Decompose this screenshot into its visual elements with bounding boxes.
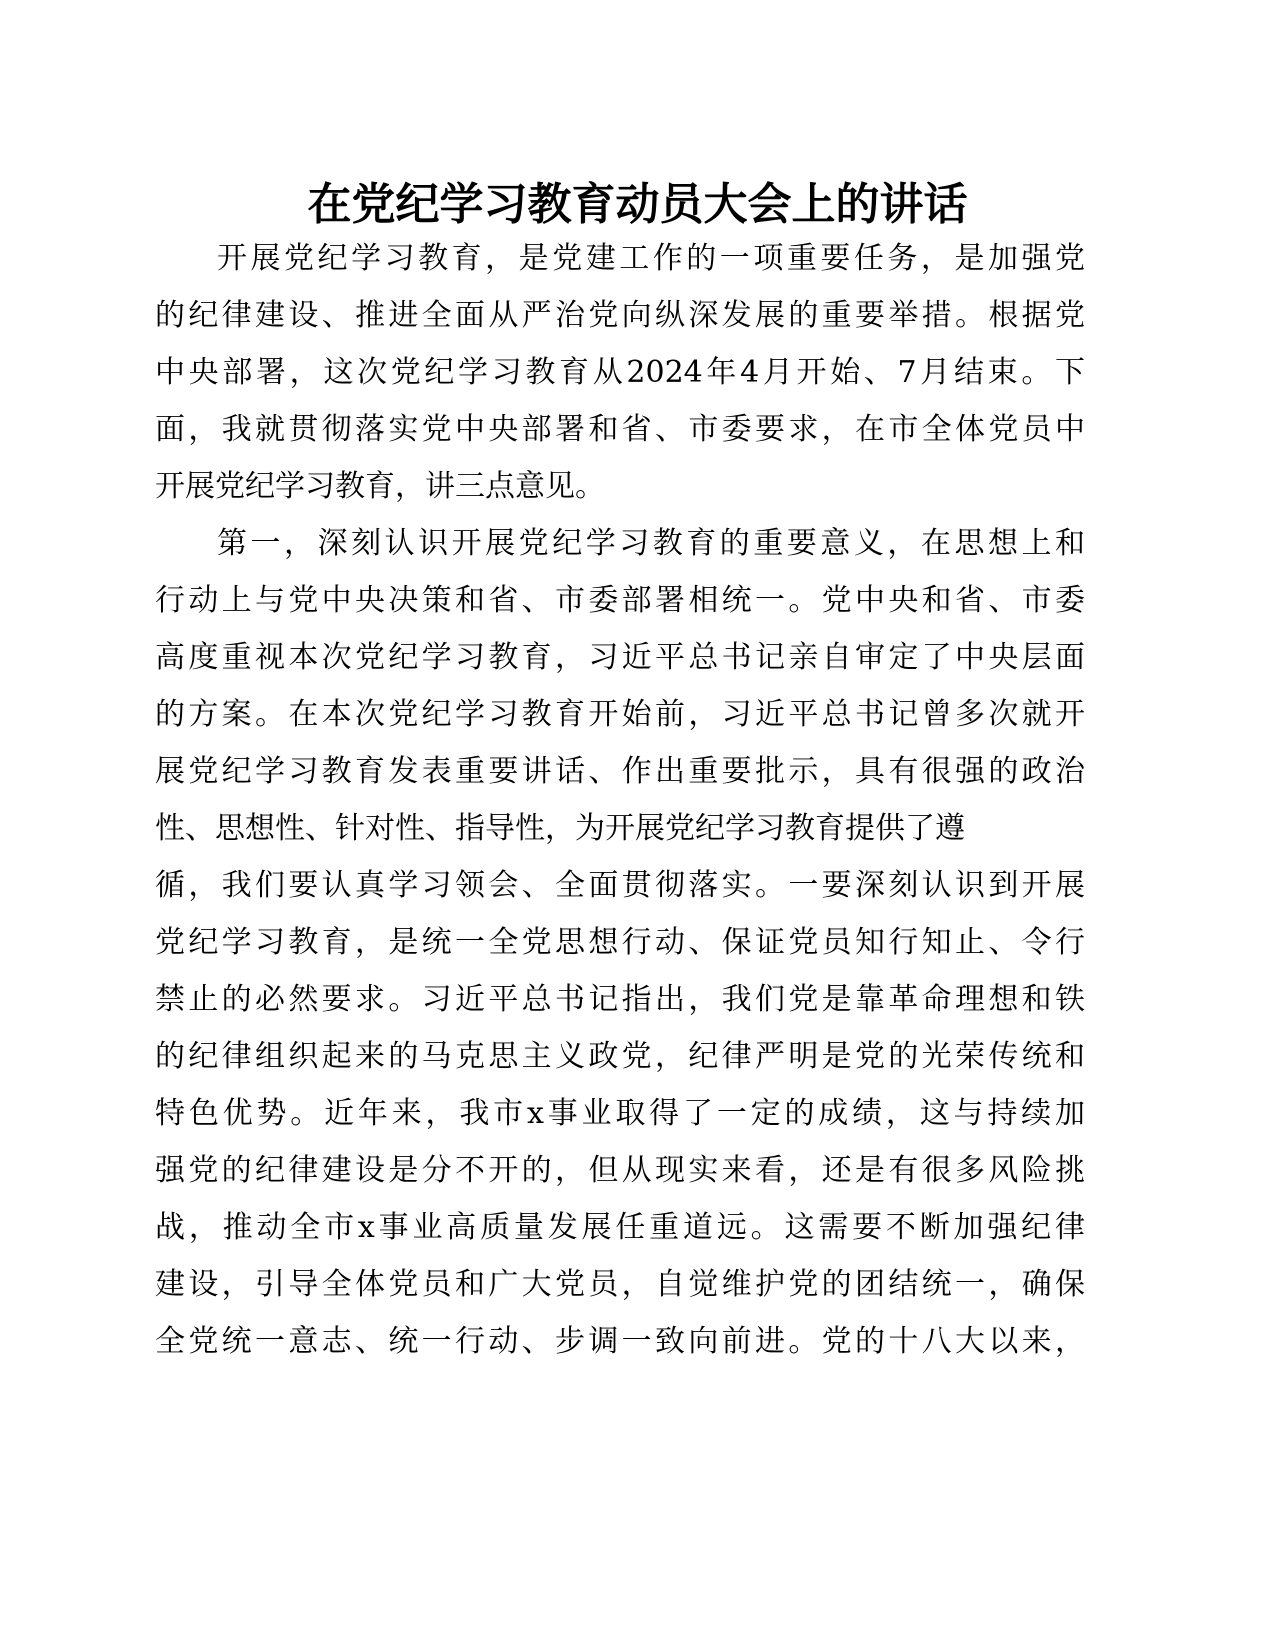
document-body xyxy=(155,230,1085,1370)
paragraph-2-line-11: 特色优势。近年来，我市x事业取得了一定的成绩，这与持续加 xyxy=(155,1096,1085,1131)
paragraph-2-line-12: 强党的纪律建设是分不开的，但从现实来看，还是有很多风险挑 xyxy=(155,1153,1085,1188)
paragraph-2-line-8: 党纪学习教育，是统一全党思想行动、保证党员知行知止、令行 xyxy=(155,925,1085,960)
document-title: 在党纪学习教育动员大会上的讲话 xyxy=(307,179,968,230)
paragraph-1-line-2: 的纪律建设、推进全面从严治党向纵深发展的重要举措。根据党 xyxy=(155,298,1085,333)
paragraph-2-line-7: 循，我们要认真学习领会、全面贯彻落实。一要深刻认识到开展 xyxy=(155,868,1085,903)
paragraph-2-line-10: 的纪律组织起来的马克思主义政党，纪律严明是党的光荣传统和 xyxy=(155,1039,1085,1074)
paragraph-2-line-3: 高度重视本次党纪学习教育，习近平总书记亲自审定了中央层面 xyxy=(155,640,1085,675)
paragraph-2-line-15: 全党统一意志、统一行动、步调一致向前进。党的十八大以来， xyxy=(155,1324,1085,1359)
paragraph-2-line-13: 战，推动全市x事业高质量发展任重道远。这需要不断加强纪律 xyxy=(155,1210,1085,1245)
paragraph-2-line-9: 禁止的必然要求。习近平总书记指出，我们党是靠革命理想和铁 xyxy=(155,982,1085,1017)
paragraph-1-line-4: 面，我就贯彻落实党中央部署和省、市委要求，在市全体党员中 xyxy=(155,412,1085,447)
paragraph-2-line-2: 行动上与党中央决策和省、市委部署相统一。党中央和省、市委 xyxy=(155,583,1085,618)
paragraph-1-line-5: 开展党纪学习教育，讲三点意见。 xyxy=(155,469,605,504)
paragraph-2-line-1: 第一，深刻认识开展党纪学习教育的重要意义，在思想上和 xyxy=(217,526,1085,561)
paragraph-2-line-14: 建设，引导全体党员和广大党员，自觉维护党的团结统一，确保 xyxy=(155,1267,1085,1302)
paragraph-2-line-5: 展党纪学习教育发表重要讲话、作出重要批示，具有很强的政治 xyxy=(155,754,1085,789)
paragraph-1-line-3: 中央部署，这次党纪学习教育从2024年4月开始、7月结束。下 xyxy=(155,355,1085,390)
paragraph-2-line-4: 的方案。在本次党纪学习教育开始前，习近平总书记曾多次就开 xyxy=(155,697,1085,732)
paragraph-1-line-1: 开展党纪学习教育，是党建工作的一项重要任务，是加强党 xyxy=(217,241,1085,276)
paragraph-2-line-6: 性、思想性、针对性、指导性，为开展党纪学习教育提供了遵 xyxy=(155,811,965,846)
